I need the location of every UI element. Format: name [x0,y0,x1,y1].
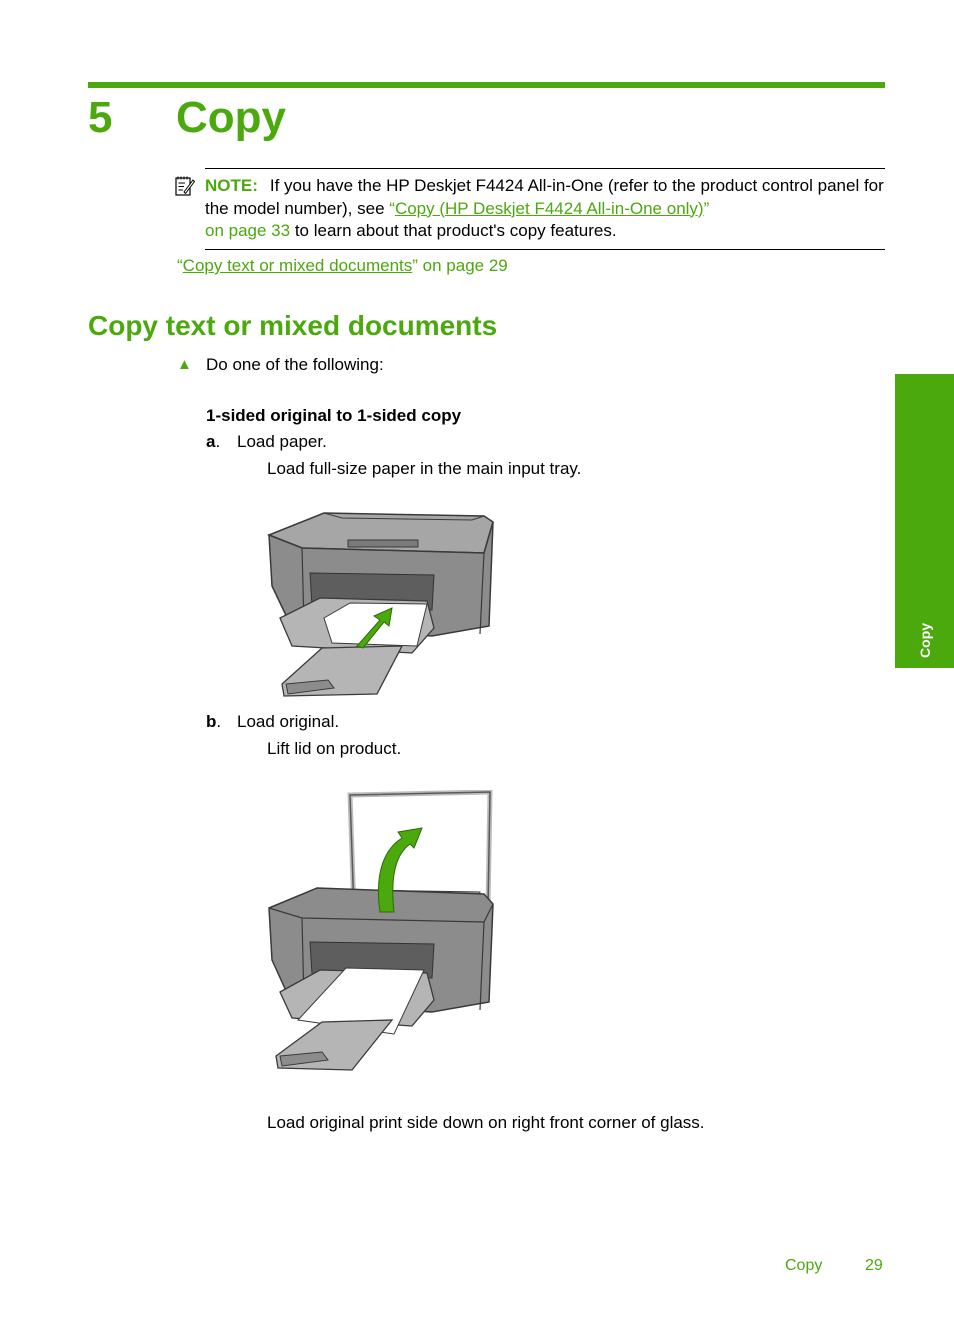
side-tab-label [910,602,940,662]
chapter-rule [88,82,885,88]
section-intro: Do one of the following: [206,355,384,374]
note-body: If you have the HP Deskjet F4424 All-in-One (refer to the product control panel for the model number), see [205,176,884,218]
step-b-label: Load original. [237,712,340,731]
step-b-detail: Lift lid on product. [267,739,402,758]
note-text [205,175,885,243]
chapter-number: 5 [88,93,113,142]
note-body-end: to learn about that product's copy features. [290,221,617,240]
svg-text:Copy: Copy [917,623,933,658]
lift-lid-illustration [262,790,502,1075]
note-top-rule [205,168,885,169]
subheading: 1-sided original to 1-sided copy [206,406,462,425]
load-paper-illustration [262,508,502,704]
step-a-label: Load paper. [237,432,327,451]
side-tab [895,374,954,668]
footer-page-number: 29 [865,1257,883,1274]
note-label: NOTE: [205,176,258,195]
step-a-detail: Load full-size paper in the main input tray. [267,459,582,478]
note-bottom-rule [205,249,885,250]
triangle-bullet-icon: ▲ [177,356,192,373]
copy-f4424-page: on page 33 [205,221,291,240]
step-a-marker: a. [206,432,221,451]
footer-section: Copy [785,1257,823,1274]
closing-instruction: Load original print side down on right front corner of glass. [267,1113,705,1132]
copy-f4424-link[interactable]: “Copy (HP Deskjet F4424 All-in-One only)” on page 33 [205,198,710,240]
section-heading: Copy text or mixed documents [88,310,498,341]
note-icon [175,176,195,196]
toc-link-copy-text[interactable]: “Copy text or mixed documents” on page 29 [177,256,508,275]
chapter-title: Copy [176,93,286,142]
step-b-marker: b. [206,712,222,731]
